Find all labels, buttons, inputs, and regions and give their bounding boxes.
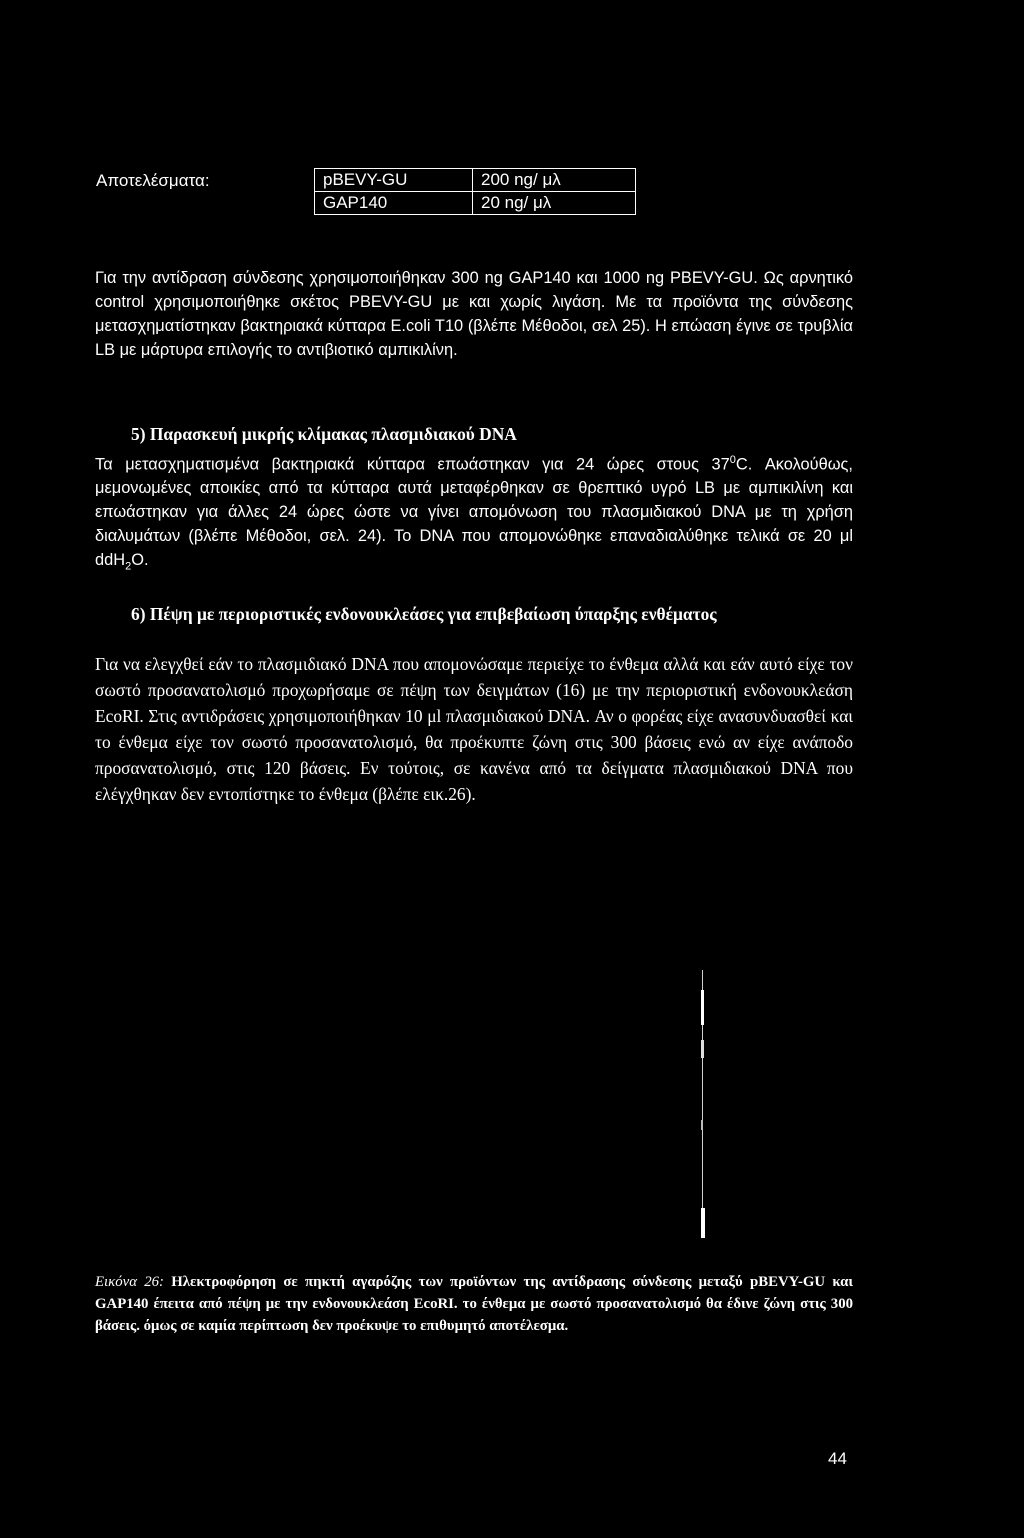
section-5-text-c: O. <box>131 551 149 570</box>
section-6-paragraph: Για να ελεγχθεί εάν το πλασμιδιακό DNA που απομονώσαμε περιείχε το ένθεμα αλλά και εάν αυτό είχε τον σωστό προσανατολισμό προχωρήσαμε σε πέψη των δειγμάτων (16) με την περιοριστική ενδονουκλεάση EcoRI. Στις αντιδράσεις χρησιμοποιήθηκαν 10 μl πλασμιδιακού DNA. Αν ο φορέας είχε ανασυνδυασθεί και το ένθεμα είχε τον σωστό προσανατολισμό, θα προέκυπτε ζώνη στις 300 βάσεις ενώ αν είχε ανάποδο προσανατολισμό, στις 120 βάσεις. Εν τούτοις, σε κανένα από τα δείγματα πλασμιδιακού DNA που ελέγχθηκαν δεν εντοπίστηκε το ένθεμα (βλέπε εικ.26). <box>95 654 853 804</box>
gel-image <box>700 970 706 1238</box>
gel-band <box>701 1120 703 1130</box>
table-cell-name: pBEVY-GU <box>315 169 473 192</box>
ligation-paragraph: Για την αντίδραση σύνδεσης χρησιμοποιήθηκαν 300 ng GAP140 και 1000 ng PBEVY-GU. Ως αρνητικό control χρησιμοποιήθηκε σκέτος PBEVY-GU με και χωρίς λιγάση. Με τα προϊόντα της σύνδεσης μετασχηματίστηκαν βακτηριακά κύτταρα E.coli T10 (βλέπε Μέθοδοι, σελ 25). Η επώαση έγινε σε τρυβλία LB με μάρτυρα επιλογής το αντιβιοτικό αμπικιλίνη. <box>95 269 853 359</box>
gel-band <box>701 1208 705 1238</box>
subscript-2: 2 <box>125 560 132 573</box>
concentration-table <box>314 168 636 215</box>
page-number: 44 <box>828 1449 847 1468</box>
section-5-text-a: Τα μετασχηματισμένα βακτηριακά κύτταρα επωάστηκαν για 24 ώρες στους 37 <box>95 455 730 474</box>
figure-caption <box>95 1271 853 1337</box>
figure-caption-text: Ηλεκτροφόρηση σε πηκτή αγαρόζης των προϊόντων της αντίδρασης σύνδεσης μεταξύ pBEVY-GU και GAP140 έπειτα από πέψη με την ενδονουκλεάση EcoRI. το ένθεμα με σωστό προσανατολισμό θα έδινε ζώνη στις 300 βάσεις. όμως σε καμία περίπτωση δεν προέκυψε το επιθυμητό αποτέλεσμα. <box>95 1274 853 1334</box>
section-5-paragraph <box>95 448 853 579</box>
gel-band <box>701 990 704 1025</box>
section-6-heading: 6) Πέψη με περιοριστικές ενδονουκλεάσες για επιβεβαίωση ύπαρξης ενθέματος <box>131 604 717 624</box>
section-5-heading: 5) Παρασκευή μικρής κλίμακας πλασμιδιακού DNA <box>131 424 517 444</box>
table-cell-name: GAP140 <box>315 192 473 215</box>
table-cell-value: 20 ng/ μλ <box>473 192 636 215</box>
degree-superscript: 0 <box>729 454 736 466</box>
results-label: Αποτελέσματα: <box>96 171 210 190</box>
figure-caption-lead: Εικόνα 26: <box>95 1274 164 1290</box>
section-5-text-b: C. Ακολούθως, μεμονωμένες αποικίες από τα κύτταρα αυτά μεταφέρθηκαν σε θρεπτικό υγρό LB με αμπικιλίνη και επωάστηκαν για άλλες 24 ώρες ώστε να γίνει απομόνωση του πλασμιδιακού DNA με τη χρήση διαλυμάτων (βλέπε Μέθοδοι, σελ. 24). Το DNA που απομονώθηκε επαναδιαλύθηκε τελικά σε 20 μl ddH <box>95 455 853 570</box>
table-row <box>315 169 636 192</box>
gel-band <box>701 1040 704 1058</box>
table-cell-value: 200 ng/ μλ <box>473 169 636 192</box>
table-row <box>315 192 636 215</box>
